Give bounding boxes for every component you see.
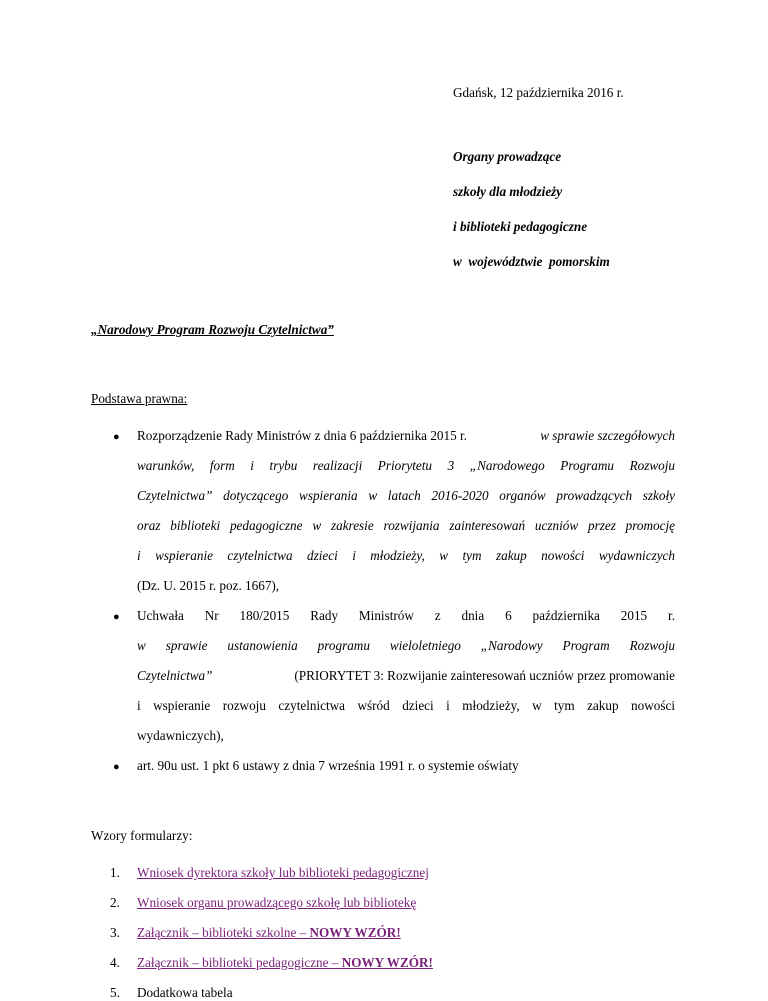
legal-item-1-line-6: (Dz. U. 2015 r. poz. 1667), bbox=[137, 578, 280, 593]
legal-item-2-line-2: w sprawie ustanowienia programu wieloletniego „Narodowy Program Rozwoju bbox=[137, 638, 675, 653]
form-link-school-director-application[interactable]: Wniosek dyrektora szkoły lub biblioteki pedagogicznej bbox=[137, 865, 429, 880]
addressee-line-1: Organy prowadzące bbox=[453, 149, 562, 164]
form-5-prefix: Dodatkowa tabela bbox=[137, 985, 233, 1000]
list-number: 2. bbox=[110, 895, 120, 910]
list-number: 3. bbox=[110, 925, 120, 940]
list-number: 4. bbox=[110, 955, 120, 970]
program-title: „Narodowy Program Rozwoju Czytelnictwa” bbox=[91, 322, 334, 337]
forms-heading: Wzory formularzy: bbox=[91, 828, 193, 843]
bullet-icon: ● bbox=[113, 761, 120, 773]
bullet-icon: ● bbox=[113, 611, 120, 623]
addressee-line-2: szkoły dla młodzieży bbox=[453, 184, 563, 199]
list-number: 1. bbox=[110, 865, 120, 880]
legal-basis-heading: Podstawa prawna: bbox=[91, 391, 188, 406]
legal-item-2-line-4: i wspieranie rozwoju czytelnictwa wśród dzieci i młodzieży, w tym zakup nowości bbox=[137, 698, 675, 713]
addressee-line-3: i biblioteki pedagogiczne bbox=[453, 219, 588, 234]
date-line: Gdańsk, 12 października 2016 r. bbox=[453, 85, 624, 100]
legal-item-1-line-4: oraz biblioteki pedagogiczne w zakresie rozwijania zainteresowań uczniów przez promocję bbox=[137, 518, 675, 533]
addressee-line-4: w województwie pomorskim bbox=[453, 254, 610, 269]
legal-item-1-line-5: i wspieranie czytelnictwa dzieci i młodzieży, w tym zakup nowości wydawniczych bbox=[137, 548, 675, 563]
form-link-pedagogical-libraries-attachment[interactable]: Załącznik – biblioteki pedagogiczne – NOWY WZÓR! bbox=[137, 955, 433, 970]
form-link-governing-body-application[interactable]: Wniosek organu prowadzącego szkołę lub bibliotekę bbox=[137, 895, 417, 910]
legal-item-2-line-5: wydawniczych), bbox=[137, 728, 224, 743]
legal-item-1-line-1: Rozporządzenie Rady Ministrów z dnia 6 października 2015 r. w sprawie szczegółowych bbox=[137, 428, 675, 443]
legal-item-2-line-1: Uchwała Nr 180/2015 Rady Ministrów z dnia 6 października 2015 r. bbox=[137, 608, 675, 623]
bullet-icon: ● bbox=[113, 431, 120, 443]
list-number: 5. bbox=[110, 985, 120, 1000]
legal-item-3: art. 90u ust. 1 pkt 6 ustawy z dnia 7 września 1991 r. o systemie oświaty bbox=[137, 758, 519, 773]
form-link-school-libraries-attachment[interactable]: Załącznik – biblioteki szkolne – NOWY WZÓR! bbox=[137, 925, 401, 940]
legal-item-2-line-3: Czytelnictwa” (PRIORYTET 3: Rozwijanie zainteresowań uczniów przez promowanie bbox=[137, 668, 675, 683]
legal-item-1-line-2: warunków, form i trybu realizacji Priorytetu 3 „Narodowego Programu Rozwoju bbox=[137, 458, 675, 473]
legal-item-1-line-3: Czytelnictwa” dotyczącego wspierania w latach 2016-2020 organów prowadzących szkoły bbox=[137, 488, 675, 503]
